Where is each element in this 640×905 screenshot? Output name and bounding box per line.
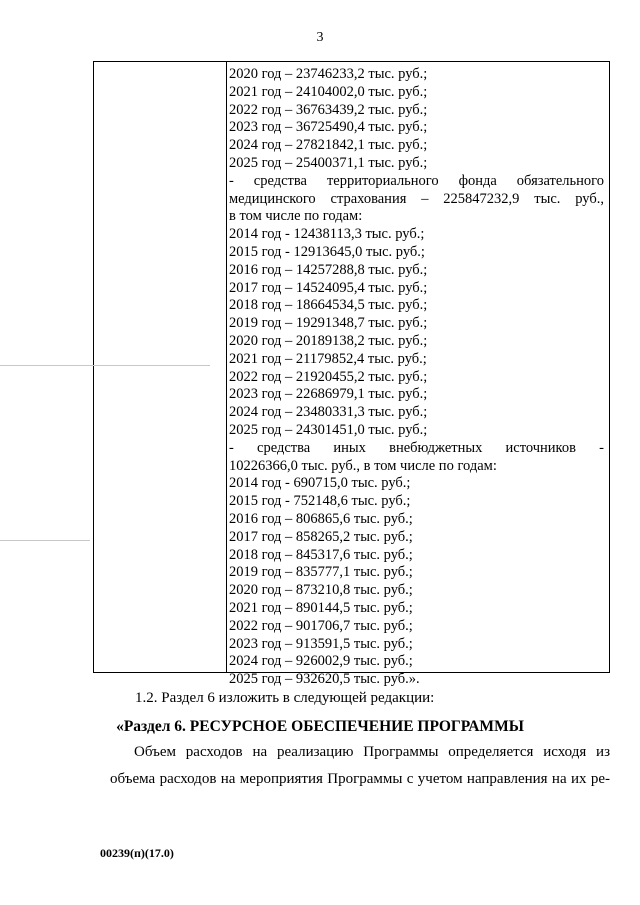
table-line: - средства иных внебюджетных источников -: [229, 439, 604, 456]
table-line: 2023 год – 22686979,1 тыс. руб.;: [229, 386, 428, 403]
table-line: 2019 год – 19291348,7 тыс. руб.;: [229, 315, 428, 332]
table-line: 2016 год – 806865,6 тыс. руб.;: [229, 510, 413, 527]
scan-artifact: [0, 540, 90, 541]
table-line: в том числе по годам:: [229, 208, 363, 225]
table-line: 2024 год – 926002,9 тыс. руб.;: [229, 653, 413, 670]
table-line: медицинского страхования – 225847232,9 тыс. руб.,: [229, 190, 604, 207]
table-line: 2021 год – 24104002,0 тыс. руб.;: [229, 83, 428, 100]
item-heading: 1.2. Раздел 6 изложить в следующей редакции:: [135, 690, 435, 706]
paragraph-line-2: объема расходов на мероприятия Программы с учетом направления на их ре-: [110, 771, 610, 787]
table-line: 2014 год - 690715,0 тыс. руб.;: [229, 475, 411, 492]
page-number: 3: [316, 30, 324, 45]
table-line: 2022 год – 901706,7 тыс. руб.;: [229, 617, 413, 634]
scan-artifact: [0, 365, 210, 366]
table-line: 2022 год – 21920455,2 тыс. руб.;: [229, 368, 428, 385]
table-line: - средства территориального фонда обязательного: [229, 172, 604, 189]
table-line: 2014 год - 12438113,3 тыс. руб.;: [229, 226, 425, 243]
table-line: 2017 год – 858265,2 тыс. руб.;: [229, 528, 413, 545]
table-line: 2019 год – 835777,1 тыс. руб.;: [229, 564, 413, 581]
table-line: 2021 год – 21179852,4 тыс. руб.;: [229, 350, 427, 367]
table-line: 2018 год – 845317,6 тыс. руб.;: [229, 546, 413, 563]
table-line: 2016 год – 14257288,8 тыс. руб.;: [229, 261, 428, 278]
section-title: «Раздел 6. РЕСУРСНОЕ ОБЕСПЕЧЕНИЕ ПРОГРАММЫ: [116, 718, 524, 735]
table-line: 2021 год – 890144,5 тыс. руб.;: [229, 599, 413, 616]
table-line: 2020 год – 873210,8 тыс. руб.;: [229, 582, 413, 599]
table-line: 2018 год – 18664534,5 тыс. руб.;: [229, 297, 428, 314]
document-code: 00239(п)(17.0): [100, 846, 174, 860]
table-line: 10226366,0 тыс. руб., в том числе по годам:: [229, 457, 497, 474]
table-line: 2020 год – 23746233,2 тыс. руб.;: [229, 66, 428, 82]
table-line: 2020 год – 20189138,2 тыс. руб.;: [229, 332, 428, 349]
table-line: 2023 год – 913591,5 тыс. руб.;: [229, 635, 413, 652]
table-line: 2015 год - 12913645,0 тыс. руб.;: [229, 243, 425, 260]
table-line: 2015 год - 752148,6 тыс. руб.;: [229, 493, 411, 510]
paragraph-line-1: Объем расходов на реализацию Программы определяется исходя из: [134, 744, 610, 760]
table-right-cell: [229, 66, 604, 689]
table-line: 2024 год – 27821842,1 тыс. руб.;: [229, 137, 428, 154]
table-line: 2025 год – 25400371,1 тыс. руб.;: [229, 154, 428, 171]
table-column-divider: [226, 62, 227, 672]
table-line: 2025 год – 932620,5 тыс. руб.».: [229, 671, 420, 688]
table-line: 2024 год – 23480331,3 тыс. руб.;: [229, 404, 428, 421]
table-line: 2025 год – 24301451,0 тыс. руб.;: [229, 421, 428, 438]
table-line: 2023 год – 36725490,4 тыс. руб.;: [229, 119, 428, 136]
table-line: 2022 год – 36763439,2 тыс. руб.;: [229, 101, 428, 118]
table-line: 2017 год – 14524095,4 тыс. руб.;: [229, 279, 428, 296]
